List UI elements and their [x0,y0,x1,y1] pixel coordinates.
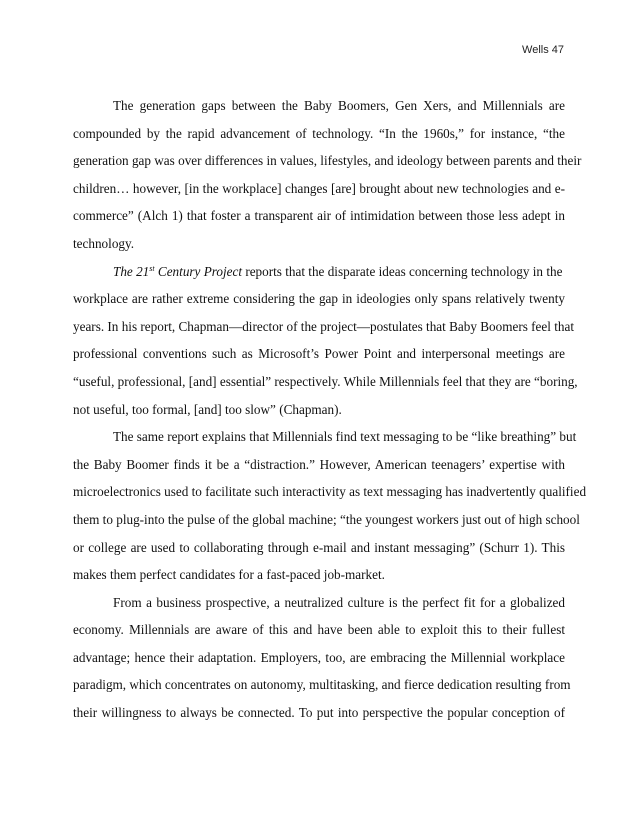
paragraph-2-line-1-rest: reports that the disparate ideas concerning technology in the [242,263,563,279]
project-title-prefix: The 21 [113,263,150,279]
running-head: Wells 47 [522,44,564,56]
paragraph-2-line-4: professional conventions such as Microsoft’s Power Point and interpersonal meetings are [73,346,565,362]
project-title-suffix: Century Project [154,263,243,279]
project-title-superscript: st [149,263,155,273]
paragraph-3-line-6: makes them perfect candidates for a fast-paced job-market. [73,567,385,583]
paragraph-4-line-3: advantage; hence their adaptation. Employers, too, are embracing the Millennial workplace [73,649,565,665]
paragraph-3-line-1: The same report explains that Millennials find text messaging to be “like breathing” but [113,429,577,445]
paragraph-1-line-4: children… however, [in the workplace] changes [are] brought about new technologies and e- [73,180,565,196]
paragraph-4-line-5: their willingness to always be connected. To put into perspective the popular conception of [73,705,565,721]
paragraph-1-line-5: commerce” (Alch 1) that foster a transparent air of intimidation between those less adept in [73,208,565,224]
paragraph-4-line-1: From a business prospective, a neutralized culture is the perfect fit for a globalized [113,594,565,610]
body-text [73,92,587,727]
paragraph-2-line-6: not useful, too formal, [and] too slow” (Chapman). [73,401,342,417]
paragraph-1-line-1: The generation gaps between the Baby Boomers, Gen Xers, and Millennials are [113,98,565,113]
project-title [113,264,242,279]
paragraph-3-line-4: them to plug-into the pulse of the global machine; “the youngest workers just out of high school [73,511,580,527]
paragraph-1-line-3: generation gap was over differences in values, lifestyles, and ideology between parents and their [73,153,582,169]
paragraph-4-line-4: paradigm, which concentrates on autonomy, multitasking, and fierce dedication resulting from [73,677,571,693]
paragraph-4-line-2: economy. Millennials are aware of this and have been able to exploit this to their fullest [73,622,565,638]
paragraph-3-line-2: the Baby Boomer finds it be a “distraction.” However, American teenagers’ expertise with [73,456,565,472]
paragraph-1-line-6: technology. [73,235,135,251]
paragraph-1-line-2: compounded by the rapid advancement of technology. “In the 1960s,” for instance, “the [73,125,565,141]
paragraph-2-line-2: workplace are rather extreme considering the gap in ideologies only spans relatively twenty [73,291,565,307]
paragraph-2-line-5: “useful, professional, [and] essential” respectively. While Millennials feel that they are “boring, [73,373,578,389]
paragraph-3-line-5: or college are used to collaborating through e-mail and instant messaging” (Schurr 1). This [73,539,565,555]
paragraph-2-line-1 [73,258,565,286]
paragraph-2-line-3: years. In his report, Chapman—director of the project—postulates that Baby Boomers feel that [73,318,574,334]
paragraph-3-line-3: microelectronics used to facilitate such interactivity as text messaging has inadvertently qualified [73,484,587,500]
